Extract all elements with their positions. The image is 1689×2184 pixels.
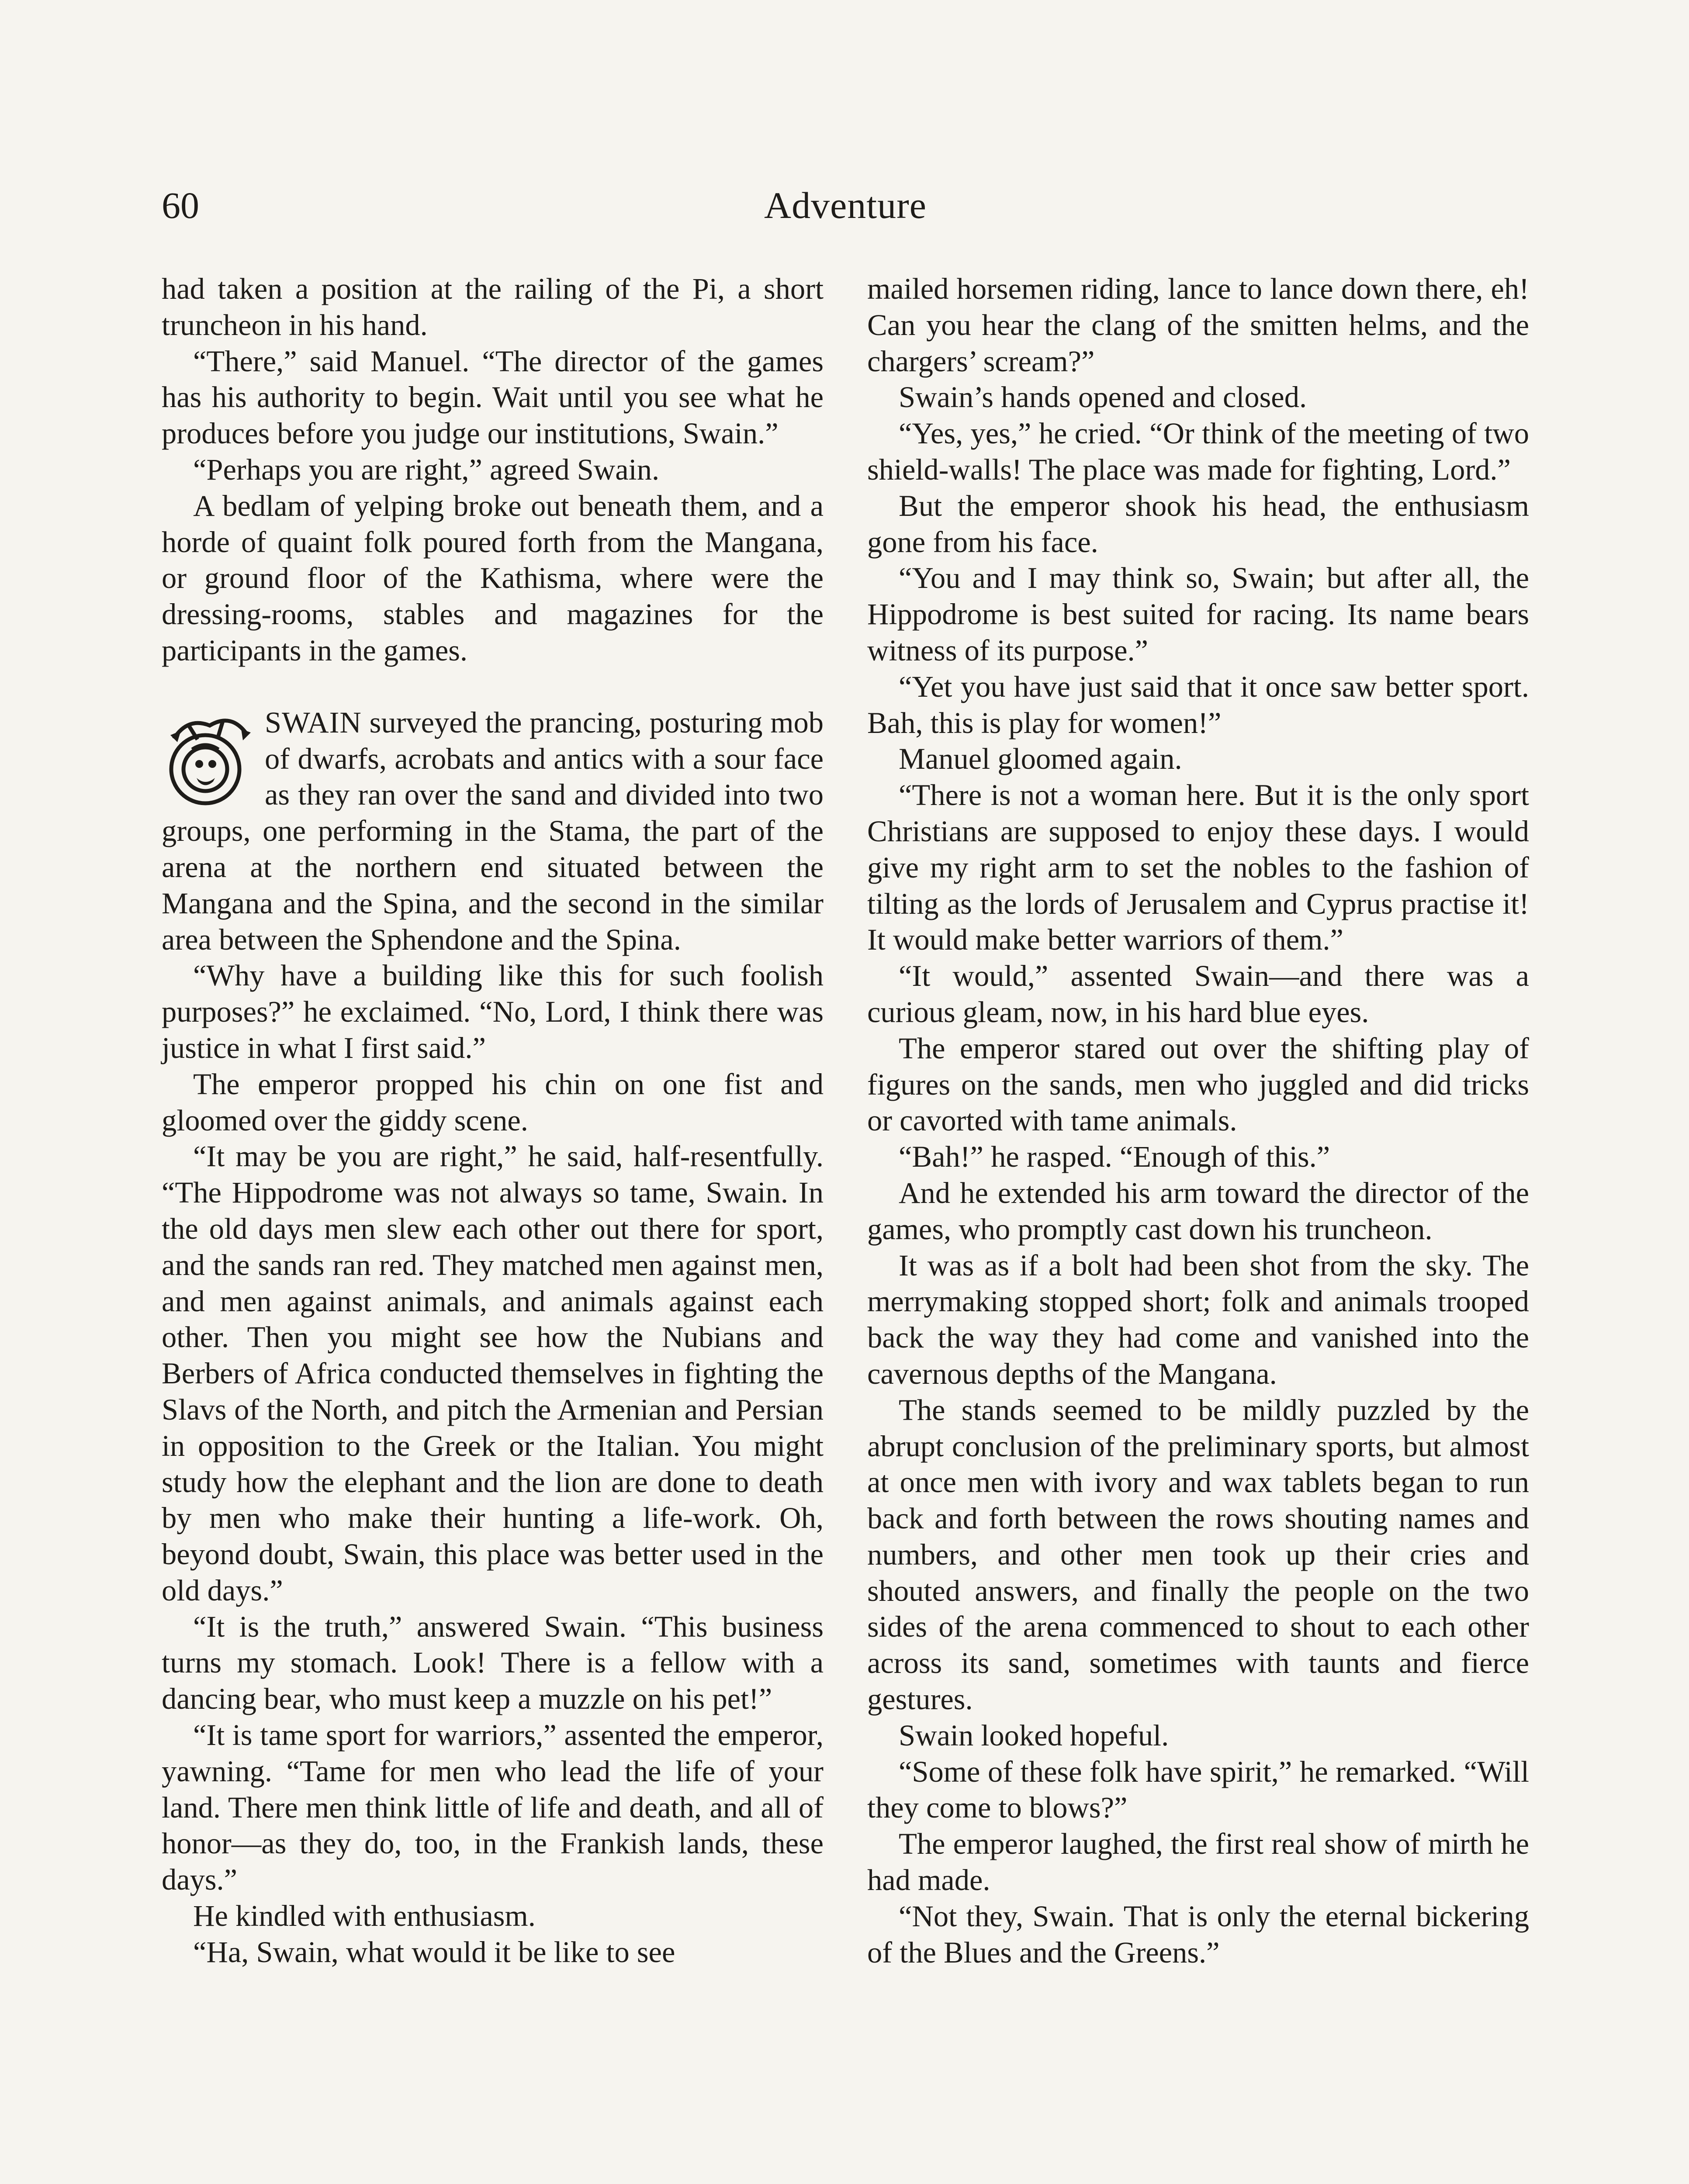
paragraph: A bedlam of yelping broke out beneath them, and a horde of quaint folk poured forth from the Mangana, or ground floor of the Kathisma, where were the dressing-rooms, stables and magazines for the participants in the games.: [162, 489, 824, 667]
paragraph: Swain looked hopeful.: [899, 1718, 1169, 1752]
paragraph: “Perhaps you are right,” agreed Swain.: [193, 453, 660, 486]
left-column: [162, 271, 824, 1970]
dropcap-paragraph: [162, 705, 824, 958]
paragraph: But the emperor shook his head, the enthusiasm gone from his face.: [867, 489, 1529, 559]
paragraph: “Yet you have just said that it once saw better sport. Bah, this is play for women!”: [867, 670, 1529, 740]
paragraph: “Ha, Swain, what would it be like to see: [193, 1935, 675, 1969]
paragraph: The stands seemed to be mildly puzzled by the abrupt conclusion of the preliminary sports, but almost at once men with ivory and wax tablets began to run back and forth between the rows shouting names and numbers, and other men took up their cries and shouted answers, and finally the people on the two sides of the arena commenced to shout to each other across its sand, sometimes with taunts and fierce gestures.: [867, 1393, 1529, 1716]
page-number: 60: [162, 184, 199, 226]
paragraph: “There,” said Manuel. “The director of the games has his authority to begin. Wait until you see what he produces before you judge our institutions, Swain.”: [162, 344, 824, 450]
paragraph: “There is not a woman here. But it is the only sport Christians are supposed to enjoy these days. I would give my right arm to set the nobles to the fashion of tilting as the lords of Jerusalem and Cyprus practise it! It would make better warriors of them.”: [867, 778, 1529, 957]
page-header: [162, 173, 1529, 238]
paragraph: “It is tame sport for warriors,” assented the emperor, yawning. “Tame for men who lead the life of your land. There men think little of life and death, and all of honor—as they do, too, in the Frankish lands, these days.”: [162, 1718, 824, 1897]
paragraph: And he extended his arm toward the director of the games, who promptly cast down his truncheon.: [867, 1176, 1529, 1246]
paragraph: Swain’s hands opened and closed.: [899, 380, 1307, 414]
paragraph: “Bah!” he rasped. “Enough of this.”: [899, 1140, 1330, 1174]
paragraph: The emperor laughed, the first real show of mirth he had made.: [867, 1827, 1529, 1897]
dropcap-paragraph-text: surveyed the prancing, posturing mob of dwarfs, acrobats and antics with a sour face as they ran over the sand and divided into two groups, one performing in the Stama, the part of the arena at the northern end situated between the Mangana and the Spina, and the second in the similar area between the Sphendone and the Spina.: [162, 705, 824, 956]
paragraph: “It would,” assented Swain—and there was a curious gleam, now, in his hard blue eyes.: [867, 959, 1529, 1029]
decorative-initial-icon: [162, 708, 253, 813]
paragraph: “It is the truth,” answered Swain. “This business turns my stomach. Look! There is a fellow with a dancing bear, who must keep a muzzle on his pet!”: [162, 1610, 824, 1716]
right-column: [867, 271, 1529, 1970]
paragraph: had taken a position at the railing of the Pi, a short truncheon in his hand.: [162, 272, 824, 342]
paragraph: “Yes, yes,” he cried. “Or think of the meeting of two shield-walls! The place was made for fighting, Lord.”: [867, 417, 1529, 486]
paragraph: He kindled with enthusiasm.: [193, 1899, 536, 1933]
running-title: Adventure: [764, 184, 927, 226]
paragraph: The emperor stared out over the shifting play of figures on the sands, men who juggled and did tricks or cavorted with tame animals.: [867, 1031, 1529, 1137]
paragraph: mailed horsemen riding, lance to lance down there, eh! Can you hear the clang of the smitten helms, and the chargers’ scream?”: [867, 272, 1529, 378]
paragraph: The emperor propped his chin on one fist and gloomed over the giddy scene.: [162, 1067, 824, 1137]
paragraph: “You and I may think so, Swain; but after all, the Hippodrome is best suited for racing. Its name bears witness of its purpose.”: [867, 561, 1529, 667]
dropcap-lead-word: SWAIN: [265, 705, 362, 739]
paragraph: “Why have a building like this for such foolish purposes?” he exclaimed. “No, Lord, I think there was justice in what I first said.”: [162, 959, 824, 1064]
paragraph: Manuel gloomed again.: [899, 742, 1182, 776]
paragraph: “Not they, Swain. That is only the eternal bickering of the Blues and the Greens.”: [867, 1899, 1529, 1969]
paragraph: “It may be you are right,” he said, half-resentfully. “The Hippodrome was not always so tame, Swain. In the old days men slew each other out there for sport, and the sands ran red. They matched men against men, and men against animals, and animals against each other. Then you might see how the Nubians and Berbers of Africa conducted themselves in fighting the Slavs of the North, and pitch the Armenian and Persian in opposition to the Greek or the Italian. You might study how the elephant and the lion are done to death by men who make their hunting a life-work. Oh, beyond doubt, Swain, this place was better used in the old days.”: [162, 1140, 824, 1607]
paragraph: “Some of these folk have spirit,” he remarked. “Will they come to blows?”: [867, 1755, 1529, 1825]
section-break: [162, 669, 824, 705]
paragraph: It was as if a bolt had been shot from the sky. The merrymaking stopped short; folk and animals trooped back the way they had come and vanished into the cavernous depths of the Mangana.: [867, 1248, 1529, 1390]
